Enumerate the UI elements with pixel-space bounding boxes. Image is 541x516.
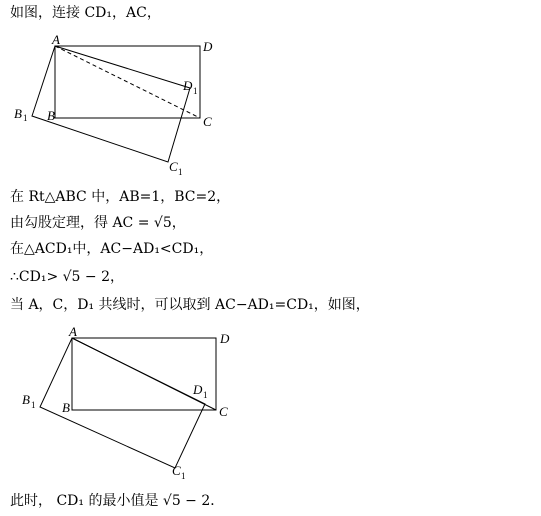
text-line-4-content: 在△ACD₁中，AC−AD₁<CD₁， [10,241,214,257]
label-b1: B [14,106,22,121]
figure-2-labels [22,324,230,481]
segment-ac [72,338,216,410]
label-b1-2: B [22,392,30,407]
label-a-2: A [69,324,77,339]
label-a: A [52,32,60,47]
figure-1-labels [14,32,213,177]
rectangle-ab1c1d1 [32,46,190,162]
label-c1-sub-2: 1 [181,471,186,481]
figure-1 [32,46,200,162]
label-b: B [47,108,55,123]
label-c1-2: C [172,463,181,478]
label-b-2: B [62,400,70,415]
label-d1-sub-2: 1 [203,390,208,400]
text-line-5-content: ∴CD₁> √5 − 2， [10,269,125,285]
text-line-1-content: 如图，连接 CD₁，AC， [10,5,161,21]
text-line-3-content: 由勾股定理，得 AC = √5， [10,215,186,231]
text-line-6-content: 当 A，C，D₁ 共线时，可以取到 AC−AD₁=CD₁，如图， [10,297,370,313]
label-c: C [203,114,212,129]
label-d1: D [183,78,193,93]
label-d: D [203,39,213,54]
label-b1-sub-2: 1 [31,400,36,410]
diagonal-ac-dashed [55,46,200,118]
label-d1-2: D [193,382,203,397]
text-line-7-content: 此时， CD₁ 的最小值是 √5 − 2． [10,493,225,509]
label-d-2: D [220,331,230,346]
label-d1-sub: 1 [193,86,198,96]
label-b1-sub: 1 [23,113,28,123]
label-c1: C [169,159,178,174]
label-c1-sub: 1 [178,167,183,177]
text-line-2-content: 在 Rt△ABC 中，AB=1，BC=2， [10,189,231,205]
label-c-2: C [219,404,228,419]
